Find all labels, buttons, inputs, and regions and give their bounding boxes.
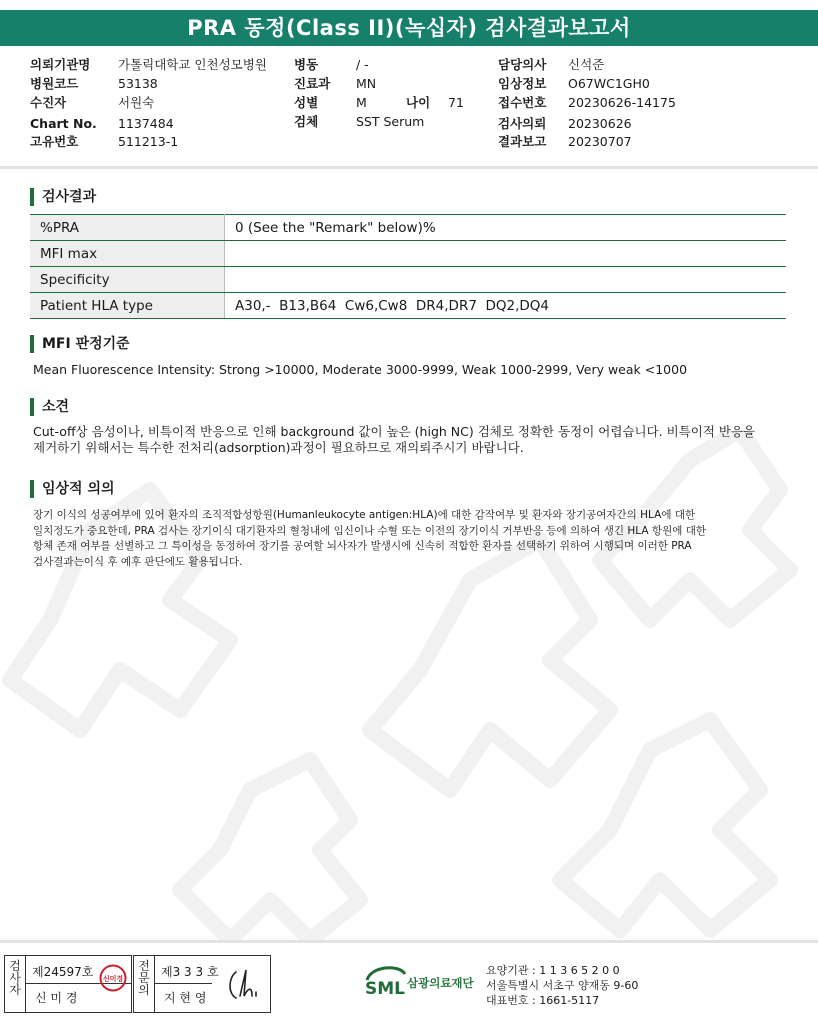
table-row (30, 293, 786, 319)
reviewer-box (133, 955, 271, 1013)
tester-box (4, 955, 132, 1013)
clinical-line-3: 항체 존재 여부를 선별하고 그 특이성을 동정하여 장기를 공여할 뇌사자가 발생시에 신속히 적합한 환자를 선택하기 위하여 시행되며 이러한 PRA (33, 540, 692, 552)
age-label: 나이 (406, 95, 431, 110)
clinical-heading: 임상적 의의 (30, 480, 115, 498)
ward-label: 병동 (294, 57, 319, 72)
foundation-name: 삼광의료재단 (407, 976, 474, 990)
tester-name: 신 미 경 (35, 991, 78, 1005)
mfi-max-label: MFI max (30, 241, 225, 267)
remark-line-1: Cut-off상 음성이나, 비특이적 반응으로 인해 background 값이 높은 (high NC) 검체로 정확한 동정이 어렵습니다. 비특이적 반응을 (33, 424, 756, 439)
hla-type-value: A30,- B13,B64 Cw6,Cw8 DR4,DR7 DQ2,DQ4 (225, 293, 787, 319)
table-row (30, 241, 786, 267)
chart-no-label: Chart No. (30, 116, 97, 131)
pra-label: %PRA (30, 215, 225, 241)
results-table (30, 214, 786, 319)
mfi-heading: MFI 판정기준 (30, 335, 130, 353)
watermark-cross-pattern (0, 430, 818, 940)
hospital-value: 가톨릭대학교 인천성모병원 (118, 57, 267, 72)
report-date-label: 결과보고 (498, 134, 547, 149)
reviewer-signature-icon (222, 962, 266, 1006)
address: 서울특별시 서초구 양재동 9-60 (486, 979, 639, 992)
specificity-label: Specificity (30, 267, 225, 293)
reviewer-license-no: 제3 3 3 호 (161, 965, 219, 979)
institution-number: 요양기관 : 1 1 3 6 5 2 0 0 (486, 964, 620, 977)
doctor-value: 신석준 (568, 57, 605, 72)
request-date-value: 20230626 (568, 116, 632, 131)
header-divider (0, 166, 818, 169)
sml-logo-icon (363, 962, 409, 1000)
reviewer-name: 지 현 영 (164, 991, 207, 1005)
tester-label: 검사자 (9, 959, 21, 997)
department-label: 진료과 (294, 76, 331, 91)
remark-heading: 소견 (30, 398, 69, 416)
hospital-label: 의뢰기관명 (30, 57, 91, 72)
patient-name-value: 서원숙 (118, 95, 155, 110)
unique-no-label: 고유번호 (30, 134, 79, 149)
department-value: MN (356, 76, 377, 91)
tester-seal-text: 신미경 (102, 975, 124, 983)
mfi-criteria-text: Mean Fluorescence Intensity: Strong >10000, Moderate 3000-9999, Weak 1000-2999, Very weak <1000 (33, 362, 688, 377)
phone-number: 대표번호 : 1661-5117 (486, 994, 600, 1007)
clinical-info-value: O67WC1GH0 (568, 76, 650, 91)
receipt-no-value: 20230626-14175 (568, 95, 676, 110)
sex-value: M (356, 95, 367, 110)
report-title: PRA 동정(Class II)(녹십자) 검사결과보고서 (0, 10, 818, 46)
ward-value: / - (356, 57, 369, 72)
clinical-line-2: 일치정도가 중요한데, PRA 검사는 장기이식 대기환자의 혈청내에 임신이나 수혈 또는 이전의 장기이식 거부반응 등에 의하여 생긴 HLA 항원에 대한 (33, 524, 706, 537)
chart-no-value: 1137484 (118, 116, 174, 131)
specimen-label: 검체 (294, 114, 319, 129)
report-date-value: 20230707 (568, 134, 632, 149)
clinical-info-label: 임상정보 (498, 76, 547, 91)
specimen-value: SST Serum (356, 114, 425, 129)
unique-no-value: 511213-1 (118, 134, 179, 149)
mfi-max-value (225, 241, 787, 267)
table-row (30, 215, 786, 241)
reviewer-label: 전문의 (138, 959, 150, 997)
specificity-value (225, 267, 787, 293)
footer-divider (0, 940, 818, 943)
results-heading: 검사결과 (30, 188, 96, 206)
table-row (30, 267, 786, 293)
hla-type-label: Patient HLA type (30, 293, 225, 319)
doctor-label: 담당의사 (498, 57, 547, 72)
remark-line-2: 제거하기 위해서는 특수한 전처리(adsorption)과정이 필요하므로 재의뢰주시기 바랍니다. (33, 440, 524, 455)
sex-label: 성별 (294, 95, 319, 110)
clinical-line-4: 검사결과는이식 후 예후 판단에도 활용됩니다. (33, 555, 243, 568)
tester-seal-icon (99, 964, 127, 992)
hospital-code-value: 53138 (118, 76, 158, 91)
receipt-no-label: 접수번호 (498, 95, 547, 110)
patient-name-label: 수진자 (30, 95, 67, 110)
tester-license-no: 제24597호 (32, 965, 94, 979)
request-date-label: 검사의뢰 (498, 116, 547, 131)
hospital-code-label: 병원코드 (30, 76, 79, 91)
clinical-line-1: 장기 이식의 성공여부에 있어 환자의 조직적합성항원(Humanleukocyte antigen:HLA)에 대한 감작여부 및 환자와 장기공여자간의 HLA에 대한 (33, 509, 696, 521)
age-value: 71 (448, 95, 464, 110)
sml-logo-text: SML (365, 979, 405, 999)
pra-value: 0 (See the "Remark" below)% (225, 215, 787, 241)
